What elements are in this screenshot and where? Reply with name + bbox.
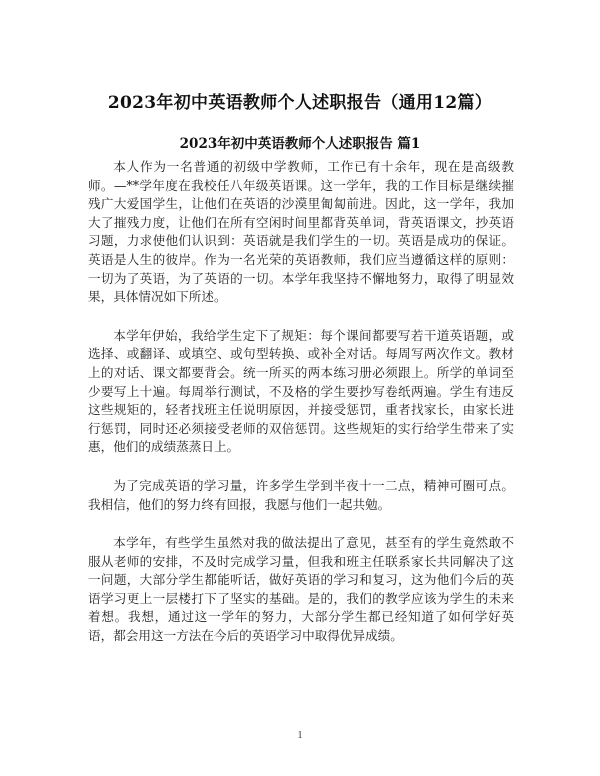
- document-title: 2023年初中英语教师个人述职报告（通用12篇）: [107, 93, 493, 113]
- paragraph-2: 本学年伊始，我给学生定下了规矩：每个课间都要写若干道英语题，或选择、或翻译、或填空、或句型转换、或补全对话。每周写两次作文。教材上的对话、课文都要背会。统一所买的两本练习册必须跟上。所学的单词至少要写上十遍。每周举行测试，不及格的学生要抄写卷纸两遍。学生有违反这些规矩的，轻者找班主任说明原因，并接受惩罚，重者找家长，由家长进行惩罚，同时还必须接受老师的双倍惩罚。这些规矩的实行给学生带来了实惠，他们的成绩蒸蒸日上。: [88, 327, 514, 455]
- paragraph-1: 本人作为一名普通的初级中学教师，工作已有十余年，现在是高级教师。—**学年度在我校任八年级英语课。这一学年，我的工作目标是继续摧残广大爱国学生，让他们在英语的沙漠里匍匐前进。因此，这一学年，我加大了摧残力度，让他们在所有空闲时间里都背英单词，背英语课文，抄英语习题，力求使他们认识到：英语就是我们学生的一切。英语是成功的保证。英语是人生的彼岸。作为一名光荣的英语教师，我们应当遵循这样的原则：一切为了英语，为了英语的一切。本学年我坚持不懈地努力，取得了明显效果，具体情况如下所述。: [88, 159, 514, 305]
- paragraph-4: 本学年，有些学生虽然对我的做法提出了意见，甚至有的学生竟然敢不服从老师的安排，不及时完成学习量，但我和班主任联系家长共同解决了这一问题，大部分学生都能听话，做好英语的学习和复习，这为他们今后的英语学习更上一层楼打下了坚实的基础。是的，我们的教学应该为学生的未来着想。我想，通过这一学年的努力，大部分学生都已经知道了如何学好英语，都会用这一方法在今后的英语学习中取得优异成绩。: [88, 535, 514, 644]
- paragraph-3: 为了完成英语的学习量，许多学生学到半夜十一二点，精神可圈可点。我相信，他们的努力终有回报，我愿与他们一起共勉。: [88, 477, 514, 512]
- page-number: 1: [297, 730, 303, 741]
- document-body: [88, 158, 514, 666]
- section-title: 2023年初中英语教师个人述职报告 篇1: [179, 136, 421, 152]
